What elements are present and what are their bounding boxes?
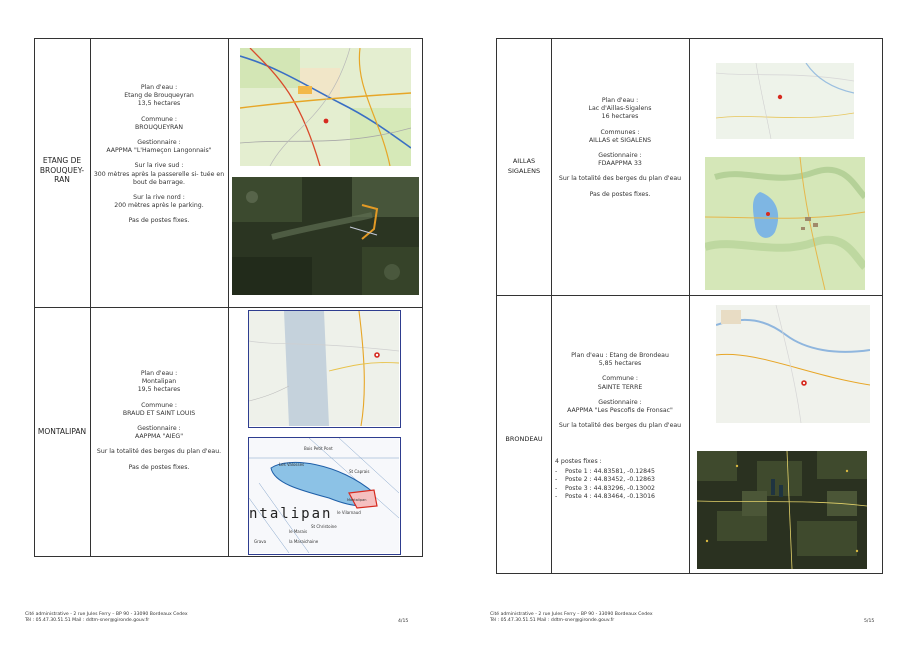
- site-name-montalipan: MONTALIPAN: [37, 427, 87, 436]
- list-item: - Poste 4 : 44.83464, -0.13016: [555, 493, 687, 501]
- detail-map-aillas-sigalens: [705, 157, 865, 290]
- location-map-montalipan: [248, 310, 401, 428]
- site-name-brondeau: BRONDEAU: [505, 435, 543, 443]
- site-name-aillas-sigalens: AILLAS SIGALENS: [507, 157, 541, 175]
- map-label: Grava: [254, 539, 267, 544]
- footer-contact: Tél : 05.47.30.51.51 Mail : ddtm-sner@gironde.gouv.fr: [25, 618, 150, 623]
- list-item: - Poste 3 : 44.83296, -0.13002: [555, 485, 687, 493]
- map-label: Bois Petit Pont: [304, 446, 333, 451]
- location-map-brondeau: [716, 305, 870, 423]
- map-label: St Christoine: [311, 524, 337, 529]
- right-page: [460, 0, 920, 650]
- page-number: 4/15: [398, 619, 409, 624]
- postes-fixes-brondeau: [555, 458, 687, 501]
- site-info-aillas-sigalens: Plan d'eau : Lac d'Aillas-Sigalens 16 hectares Communes : AILLAS et SIGALENS Gestionnaire : FDAAPPMA 33 Sur la totalité des berges du plan d'eau Pas de postes fixes.: [558, 97, 682, 198]
- map-label: le Vilarnaud: [337, 510, 361, 515]
- map-label: ntalipan: [249, 506, 333, 522]
- list-item: - Poste 1 : 44.83581, -0.12845: [555, 468, 687, 476]
- map-label: Montalipan: [347, 498, 367, 502]
- location-map-brouqueyran: [240, 48, 411, 166]
- posts-list: [555, 468, 687, 501]
- footer-address: Cité administrative - 2 rue Jules Ferry – BP 90 - 33090 Bordeaux Cedex: [25, 612, 188, 617]
- footer-contact: Tél : 05.47.30.51.51 Mail : ddtm-sner@gironde.gouv.fr: [490, 618, 615, 623]
- footer-address: Cité administrative - 2 rue Jules Ferry – BP 90 - 33090 Bordeaux Cedex: [490, 612, 653, 617]
- map-label: le Marais: [289, 529, 308, 534]
- left-footer: [25, 612, 188, 624]
- location-map-aillas-sigalens: [716, 63, 854, 139]
- aerial-photo-brouqueyran: [232, 177, 419, 295]
- list-item: - Poste 2 : 44.83452, -0.12863: [555, 476, 687, 484]
- site-info-brondeau: Plan d'eau : Etang de Brondeau 5,85 hectares Commune : SAINTE TERRE Gestionnaire : AAPPMA "Les Pescofis de Fronsac" Sur la totalité des berges du plan d'eau: [558, 352, 682, 430]
- page-number: 5/15: [864, 619, 875, 624]
- map-label: Les Valosses: [279, 462, 305, 467]
- site-info-montalipan: Plan d'eau : Montalipan 19,5 hectares Commune : BRAUD ET SAINT LOUIS Gestionnaire : AAPPMA "AIEG" Sur la totalité des berges du plan d'eau. Pas de postes fixes.: [96, 370, 222, 471]
- aerial-photo-brondeau: [697, 451, 867, 569]
- posts-label: 4 postes fixes :: [555, 458, 602, 465]
- site-info-brouqueyran: Plan d'eau : Etang de Brouqueyran 13,5 hectares Commune : BROUQUEYRAN Gestionnaire : AAPPMA "L'Hameçon Langonnais" Sur la rive sud : 300 mètres après la passerelle si- tuée en bout de barrage. Sur la rive nord : 200 mètres après le parking. Pas de postes fixes.: [93, 84, 225, 225]
- right-footer: [490, 612, 653, 624]
- site-name-brouqueyran: ETANG DE BROUQUEY-RAN: [39, 156, 85, 184]
- map-label: St Caprais: [349, 469, 370, 474]
- map-label: la Maraichaine: [289, 539, 319, 544]
- detail-map-montalipan: [248, 437, 401, 555]
